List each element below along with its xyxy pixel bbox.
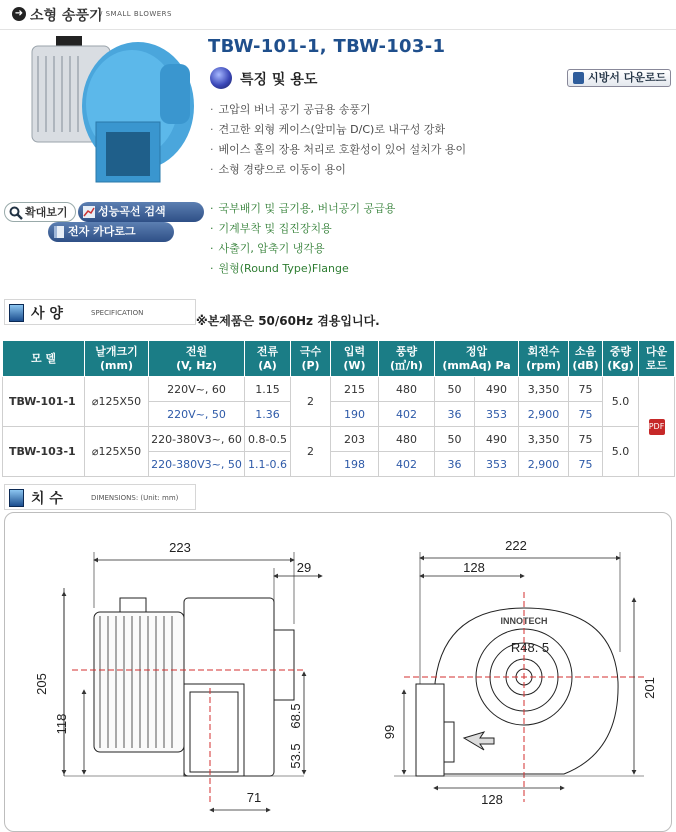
mmaq-cell: 50	[435, 377, 475, 402]
dim-side-flange: 29	[296, 560, 312, 575]
flow-cell: 480	[379, 377, 435, 402]
features-heading-label: 특징 및 용도	[240, 72, 318, 88]
rpm-cell: 3,350	[519, 427, 569, 452]
spec-heading-label: 사 양	[31, 306, 63, 322]
page-title: 소형 송풍기	[30, 8, 103, 24]
list-item: · 베이스 홀의 장용 처리로 호환성이 있어 설치가 용이	[210, 140, 466, 160]
pa-cell: 353	[475, 402, 519, 427]
column-header: 정압 (mmAq) Pa	[435, 341, 519, 377]
dim-side-center: 118	[54, 713, 69, 735]
list-item: · 사출기, 압축기 냉각용	[210, 239, 395, 259]
performance-curve-label: 성능곡선 검색	[98, 205, 166, 218]
dim-front-width: 222	[505, 538, 527, 553]
list-item: · 원형(Round Type)Flange	[210, 259, 395, 279]
orb-bullet-icon	[210, 67, 232, 89]
model-cell: TBW-101-1	[3, 377, 85, 427]
spec-download-button[interactable]	[567, 69, 671, 87]
product-image[interactable]	[12, 34, 202, 194]
e-catalog-button[interactable]	[48, 222, 174, 242]
feature-list	[210, 100, 466, 180]
rpm-cell: 2,900	[519, 402, 569, 427]
power-cell: 220V~, 60	[149, 377, 245, 402]
power-cell: 220V~, 50	[149, 402, 245, 427]
list-item: · 견고한 외형 케이스(알미늄 D/C)로 내구성 강화	[210, 120, 466, 140]
list-item: · 국부배기 및 급기용, 버너공기 공급용	[210, 199, 395, 219]
dim-side-h2: 53.5	[288, 743, 303, 769]
performance-curve-button[interactable]	[78, 202, 204, 222]
page-header	[0, 0, 676, 30]
pa-cell: 490	[475, 427, 519, 452]
spec-heading-en: SPECIFICATION	[91, 309, 144, 317]
column-header: 다운 로드	[639, 341, 675, 377]
dimensions-heading-en: DIMENSIONS: (Unit: mm)	[91, 494, 179, 502]
current-cell: 1.36	[245, 402, 291, 427]
noise-cell: 75	[569, 452, 603, 477]
section-marker-icon	[9, 304, 24, 322]
front-view	[394, 552, 644, 802]
rpm-cell: 2,900	[519, 452, 569, 477]
column-header: 풍량 (㎥/h)	[379, 341, 435, 377]
zoom-button[interactable]	[4, 202, 76, 222]
download-cell[interactable]	[639, 377, 675, 477]
e-catalog-label: 전자 카다로그	[68, 225, 136, 238]
pa-cell: 353	[475, 452, 519, 477]
magnifier-icon	[9, 206, 23, 220]
noise-cell: 75	[569, 402, 603, 427]
list-item: · 고압의 버너 공기 공급용 송풍기	[210, 100, 466, 120]
spec-section-heading	[4, 299, 196, 325]
power-cell: 220-380V3~, 60	[149, 427, 245, 452]
dim-front-half: 128	[463, 560, 485, 575]
input-cell: 190	[331, 402, 379, 427]
column-header: 입력 (W)	[331, 341, 379, 377]
input-cell: 198	[331, 452, 379, 477]
weight-cell: 5.0	[603, 427, 639, 477]
current-cell: 1.15	[245, 377, 291, 402]
pa-cell: 490	[475, 377, 519, 402]
document-icon	[573, 72, 584, 84]
dimension-drawing	[4, 512, 672, 832]
dim-front-low: 99	[382, 724, 397, 740]
noise-cell: 75	[569, 377, 603, 402]
mmaq-cell: 50	[435, 427, 475, 452]
dim-side-h1: 68.5	[288, 703, 303, 729]
model-cell: TBW-103-1	[3, 427, 85, 477]
column-header: 회전수 (rpm)	[519, 341, 569, 377]
book-icon	[52, 225, 66, 239]
frequency-notice: ※본제품은 50/60Hz 겸용입니다.	[196, 314, 380, 328]
dimensions-heading-label: 치 수	[31, 491, 63, 507]
dim-side-height: 205	[34, 673, 49, 695]
dim-front-height: 201	[642, 677, 657, 699]
power-cell: 220-380V3~, 50	[149, 452, 245, 477]
input-cell: 215	[331, 377, 379, 402]
blade-cell: ⌀125X50	[85, 377, 149, 427]
flow-cell: 402	[379, 452, 435, 477]
dim-front-radius: R48. 5	[510, 640, 550, 655]
current-cell: 0.8-0.5	[245, 427, 291, 452]
poles-cell: 2	[291, 427, 331, 477]
table-row	[3, 427, 675, 452]
side-view	[64, 552, 322, 810]
list-item: · 기계부착 및 집진장치용	[210, 219, 395, 239]
pdf-download-icon[interactable]: PDF	[649, 419, 665, 435]
column-header: 중량 (Kg)	[603, 341, 639, 377]
current-cell: 1.1-0.6	[245, 452, 291, 477]
brand-label: INNOTECH	[500, 616, 548, 626]
table-header-row	[3, 341, 675, 377]
weight-cell: 5.0	[603, 377, 639, 427]
dim-front-bottom: 128	[481, 792, 503, 807]
column-header: 극수 (P)	[291, 341, 331, 377]
input-cell: 203	[331, 427, 379, 452]
rpm-cell: 3,350	[519, 377, 569, 402]
dim-side-outlet: 71	[246, 790, 262, 805]
chart-icon	[82, 205, 96, 219]
model-title: TBW-101-1, TBW-103-1	[208, 36, 446, 57]
zoom-label: 확대보기	[25, 206, 68, 219]
column-header: 전류 (A)	[245, 341, 291, 377]
table-row	[3, 377, 675, 402]
mmaq-cell: 36	[435, 452, 475, 477]
flow-cell: 480	[379, 427, 435, 452]
page-subtitle: / SMALL BLOWERS	[100, 10, 172, 18]
column-header: 모 델	[3, 341, 85, 377]
arrow-circle-icon: ➜	[12, 7, 26, 21]
column-header: 소음 (dB)	[569, 341, 603, 377]
mmaq-cell: 36	[435, 402, 475, 427]
blade-cell: ⌀125X50	[85, 427, 149, 477]
poles-cell: 2	[291, 377, 331, 427]
column-header: 날개크기 (mm)	[85, 341, 149, 377]
use-list	[210, 199, 395, 279]
dim-side-width: 223	[169, 540, 191, 555]
section-marker-icon	[9, 489, 24, 507]
list-item: · 소형 경량으로 이동이 용이	[210, 160, 466, 180]
flow-cell: 402	[379, 402, 435, 427]
spec-table	[2, 340, 675, 477]
noise-cell: 75	[569, 427, 603, 452]
column-header: 전원 (V, Hz)	[149, 341, 245, 377]
dimensions-section-heading	[4, 484, 196, 510]
spec-download-label: 시방서 다운로드	[588, 71, 667, 84]
